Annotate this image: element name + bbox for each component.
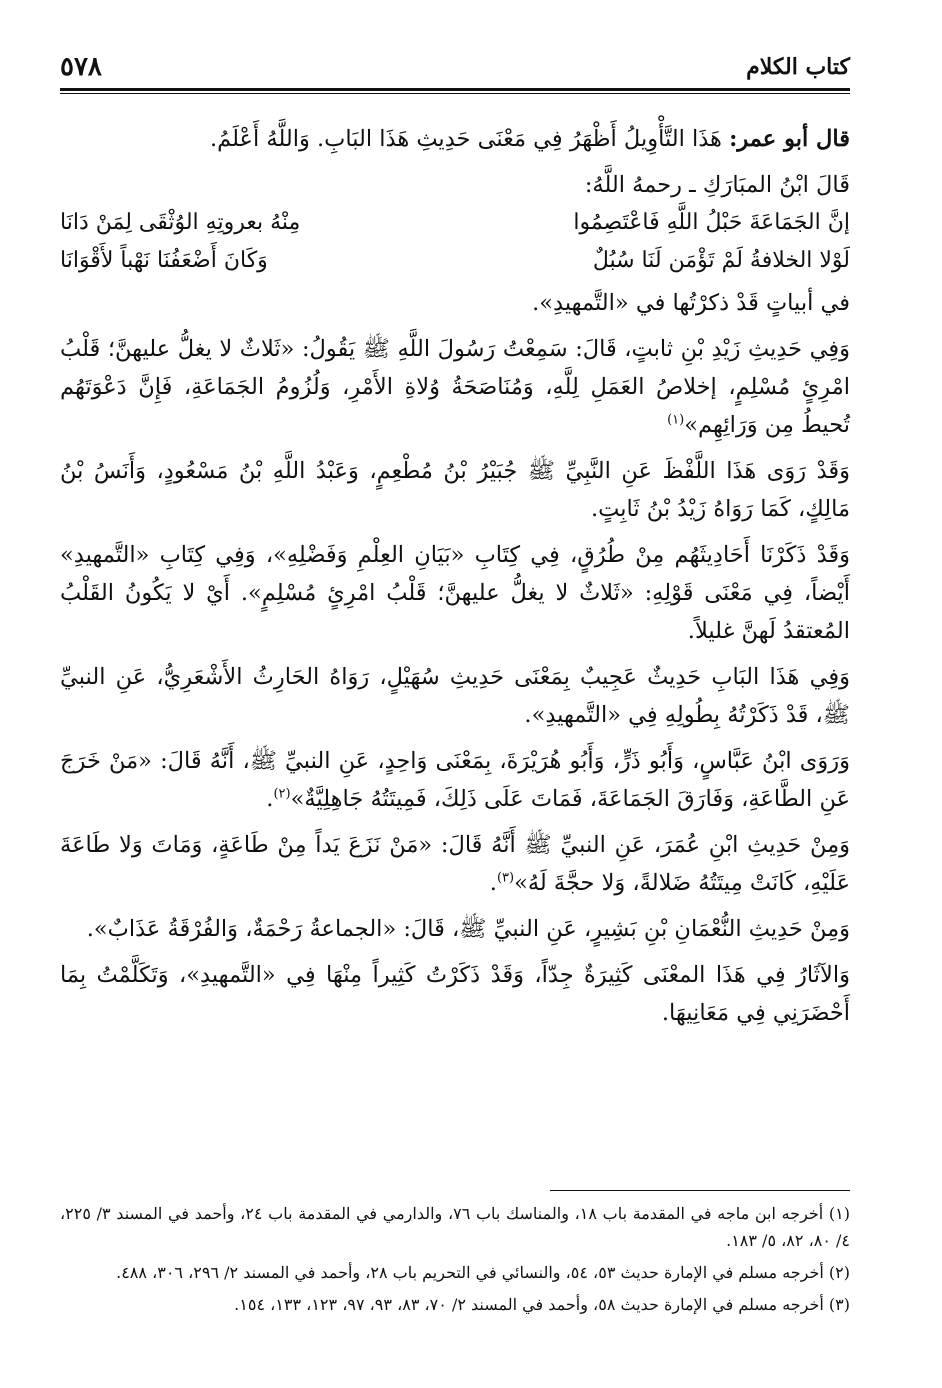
paragraph: قَالَ ابْنُ المبَارَكِ ـ رحمهُ اللَّهُ: (584, 172, 850, 198)
paragraph: في أبياتٍ قَدْ ذكرْتُها في «التَّمهيدِ». (532, 290, 850, 316)
main-text (60, 120, 850, 1040)
poem-hemistich-second: مِنْهُ بعروتِهِ الوُثْقَى لِمَنْ دَانَا (60, 210, 301, 235)
poem-hemistich-second: وَكَانَ أَضْعَفُنَا نَهْباً لأَقْوَانَا (60, 248, 268, 273)
paragraph: وَقَدْ رَوَى هَذَا اللَّفْظَ عَنِ النَّبِيِّ ﷺ جُبَيْرُ بْنُ مُطْعِمٍ، وَعَبْدُ اللَّهِ بْنُ مَسْعُودٍ، وَأَنَسُ بْنُ مَالِكٍ، كَمَا رَوَاهُ زَيْدُ بْنُ ثَابِتٍ. (60, 458, 850, 522)
poem (60, 204, 850, 280)
paragraph: وَالآثَارُ فِي هَذَا المعْنَى كَثِيرَةٌ جِدّاً، وَقَدْ ذَكَرْتُ كَثِيراً مِنْهَا فِي «التَّمهيدِ»، وَتَكَلَّمْتُ بِمَا أَحْضَرَنِي فِي مَعَانِيهَا. (60, 962, 850, 1026)
paragraph: وَمِنْ حَدِيثِ ابْنِ عُمَرَ، عَنِ النبيِّ ﷺ أَنَّهُ قَالَ: «مَنْ نَزَعَ يَداً مِنْ طَاعَةٍ، وَمَاتَ وَلا طَاعَةَ عَلَيْهِ، كَانَتْ مِيتَتُهُ ضَلالةً، وَلا حجَّةَ لَهُ»$^{(٣)}$. (60, 832, 850, 896)
poem-hemistich-first: إنَّ الجَمَاعَةَ حَبْلُ اللَّهِ فَاعْتَصِمُوا (573, 210, 850, 235)
speaker-label: قال أبو عمر: (729, 126, 850, 152)
book-page (60, 40, 850, 1348)
footnote-rule (550, 1190, 850, 1191)
page-header (60, 40, 850, 88)
footnote-ref[interactable]: (٣) (496, 870, 515, 886)
footnote-ref[interactable]: (٢) (273, 786, 291, 802)
paragraph: وَمِنْ حَدِيثِ النُّعْمَانِ بْنِ بَشِيرٍ، عَنِ النبيِّ ﷺ، قَالَ: «الجماعةُ رَحْمَةٌ، وَالفُرْقَةُ عَذَابٌ». (86, 916, 850, 942)
header-rule (60, 88, 850, 94)
footnote: (٣) أخرجه مسلم في الإمارة حديث ٥٨، وأحمد في المسند ٢/ ٧٠، ٨٣، ٩٣، ٩٧، ١٢٣، ١٣٣، ١٥٤. (234, 1295, 850, 1314)
footnotes (60, 1200, 850, 1323)
paragraph-text: وَمِنْ حَدِيثِ ابْنِ عُمَرَ، عَنِ النبيِّ ﷺ أَنَّهُ قَالَ: «مَنْ نَزَعَ يَداً مِنْ طَاعَةٍ، وَمَاتَ وَلا طَاعَةَ عَلَيْهِ، كَانَتْ مِيتَتُهُ ضَلالةً، وَلا حجَّةَ لَهُ» (60, 832, 850, 896)
paragraph (60, 120, 850, 158)
paragraph-text: هَذَا التَّأْوِيلُ أَظْهَرُ فِي مَعْنَى حَدِيثِ هَذَا البَابِ. وَاللَّهُ أَعْلَمُ. (209, 126, 730, 152)
paragraph-text: وَفِي حَدِيثِ زَيْدِ بْنِ ثابتٍ، قَالَ: سَمِعْتُ رَسُولَ اللَّهِ ﷺ يَقُولُ: «ثَلاثٌ لا يغلُّ عليهنَّ؛ قَلْبُ امْرِئٍ مُسْلِمٍ، إخلاصُ العَمَلِ لِلَّهِ، وَمُنَاصَحَةُ وُلاةِ الأَمْرِ، وَلُزُومُ الجَمَاعَةِ، فَإِنَّ دَعْوَتَهُم تُحيطُ مِن وَرَائِهِم» (60, 336, 850, 438)
footnote: (١) أخرجه ابن ماجه في المقدمة باب ١٨، والمناسك باب ٧٦، والدارمي في المقدمة باب ٢٤، وأحمد في المسند ٣/ ٢٢٥، ٤/ ٨٠، ٨٢، ٥/ ١٨٣. (60, 1204, 851, 1250)
paragraph: وَقَدْ ذَكَرْنَا أَحَادِيثَهُم مِنْ طُرُقٍ، فِي كِتَابِ «بَيَانِ العِلْمِ وَفَضْلِهِ»، وَفِي كِتَابِ «التَّمهيدِ» أَيْضاً، فِي مَعْنَى قَوْلِهِ: «ثَلاثٌ لا يغلُّ عليهنَّ؛ قَلْبُ امْرِئٍ مُسْلِمٍ». أَيْ لا يَكُونُ القَلْبُ المُعتقدُ لَهنَّ غليلاً. (60, 542, 850, 644)
paragraph-text: وَرَوَى ابْنُ عَبَّاسٍ، وَأَبُو ذَرٍّ، وَأَبُو هُرَيْرَةَ، بِمَعْنَى وَاحِدٍ، عَنِ النبيِّ ﷺ، أَنَّهُ قَالَ: «مَنْ خَرَجَ عَنِ الطَّاعَةِ، وَفَارَقَ الجَمَاعَةَ، فَمَاتَ عَلَى ذَلِكَ، فَمِيتَتُهُ جَاهِلِيَّةٌ» (60, 748, 850, 812)
paragraph: وَفِي هَذَا البَابِ حَدِيثٌ عَجِيبٌ بِمَعْنَى حَدِيثِ سُهَيْلٍ، رَوَاهُ الحَارِثُ الأَشْعَرِيُّ، عَنِ النبيِّ ﷺ، قَدْ ذَكَرْتُهُ بِطُولِهِ فِي «التَّمهيدِ». (60, 664, 850, 728)
poem-hemistich-first: لَوْلا الخلافةُ لَمْ تَؤْمَن لَنَا سُبُلٌ (592, 248, 850, 273)
page-number: ٥٧٨ (60, 52, 102, 82)
paragraph (60, 330, 850, 444)
running-title: كتاب الكلام (746, 54, 850, 80)
footnote-ref[interactable]: (١) (667, 412, 685, 428)
poem-verse (60, 242, 850, 280)
footnote: (٢) أخرجه مسلم في الإمارة حديث ٥٣، ٥٤، والنسائي في التحريم باب ٢٨، وأحمد في المسند ٢/ ٢٩٦، ٣٠٦، ٤٨٨. (116, 1263, 850, 1282)
poem-verse (60, 204, 850, 242)
paragraph: وَرَوَى ابْنُ عَبَّاسٍ، وَأَبُو ذَرٍّ، وَأَبُو هُرَيْرَةَ، بِمَعْنَى وَاحِدٍ، عَنِ النبيِّ ﷺ، أَنَّهُ قَالَ: «مَنْ خَرَجَ عَنِ الطَّاعَةِ، وَفَارَقَ الجَمَاعَةَ، فَمَاتَ عَلَى ذَلِكَ، فَمِيتَتُهُ جَاهِلِيَّةٌ»$^{(٢)}$. (60, 748, 850, 812)
